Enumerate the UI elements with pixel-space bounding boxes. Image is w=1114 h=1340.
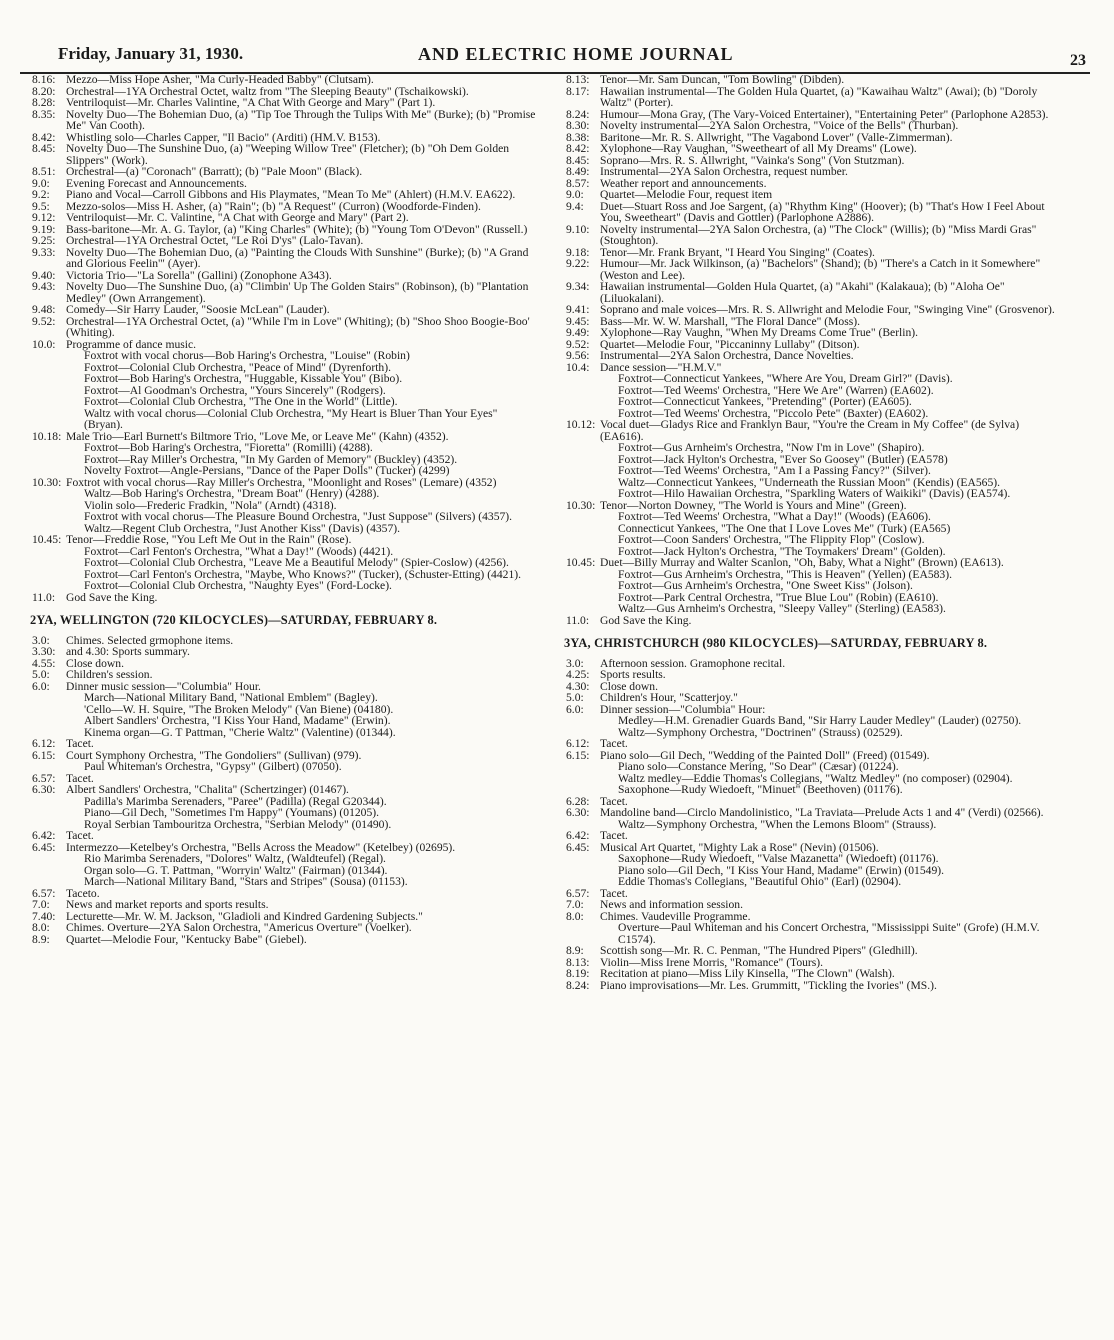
programme-entry [554,922,1062,945]
left-column [20,74,538,945]
entry-text: Waltz—Bob Haring's Orchestra, "Dream Boat" (Henry) (4288). [84,487,380,500]
entry-time: 10.0: [32,337,56,351]
entry-time: 8.28: [32,96,56,109]
entry-time: 8.9: [32,932,50,946]
page-number: 23 [1070,52,1086,69]
entry-time: 9.45: [566,314,590,328]
right-programme-list-3ya [554,658,1062,992]
entry-text: Soprano—Mrs. R. S. Allwright, "Vainka's Song" (Von Stutzman). [600,153,905,167]
entry-time: 10.45: [566,556,596,569]
entry-text: Taceto. [66,886,100,900]
entry-time: 9.56: [566,349,590,362]
programme-entry [20,109,538,132]
entry-time: 8.13: [566,955,590,969]
programme-entry [554,615,1062,627]
entry-text: Foxtrot—Park Central Orchestra, "True Blue Lou" (Robin) (EA610). [618,590,939,604]
entry-text: Scottish song—Mr. R. C. Penman, "The Hundred Pipers" (Gledhill). [600,944,918,957]
entry-text: Foxtrot—Connecticut Yankees, "Pretending" (Porter) (EA605). [618,395,912,408]
journal-title: AND ELECTRIC HOME JOURNAL [418,44,734,64]
entry-text: Tenor—Norton Downey, "The World is Yours and Mine" (Green). [600,498,907,512]
entry-text: Hawaiian instrumental—Golden Hula Quartet, (a) "Akahi" (Kalakaua); (b) "Aloha Oe" (Liluokalani). [600,280,1005,305]
entry-time: 8.35: [32,107,56,121]
entry-text: Waltz medley—Eddie Thomas's Collegians, "Waltz Medley" (no composer) (02904). [618,771,1013,785]
entry-time: 9.52: [566,337,590,351]
entry-text: Close down. [66,656,124,670]
entry-time: 9.4: [566,199,584,213]
programme-entry [554,784,1062,796]
entry-text: Foxtrot—Gus Arnheim's Orchestra, "This is Heaven" (Yellen) (EA583). [618,567,952,581]
entry-text: Novelty instrumental—2YA Salon Orchestra, (a) "The Clock" (Willis); (b) "Miss Mardi Gras" (Stoughton). [600,222,1037,247]
entry-text: Dinner music session—"Columbia" Hour. [66,679,261,693]
entry-text: Saxophone—Rudy Wiedoeft, "Minuet" (Beethoven) (01176). [618,783,903,796]
entry-text: and 4.30: Sports summary. [66,645,190,658]
entry-time: 4.55: [32,656,56,670]
programme-entry [20,592,538,604]
entry-text: Afternoon session. Gramophone recital. [600,656,786,670]
entry-time: 8.24: [566,107,590,121]
entry-text: Foxtrot—Carl Fenton's Orchestra, "Maybe, Who Knows?" (Tucker), (Schuster-Etting) (4421). [84,567,521,581]
entry-text: Dance session—"H.M.V." [600,360,722,374]
entry-text: Foxtrot—Colonial Club Orchestra, "Leave Me a Beautiful Melody" (Spier-Coslow) (4256). [84,556,509,569]
entry-text: March—National Military Band, "National Emblem" (Bagley). [84,691,378,704]
programme-entry [554,819,1062,831]
entry-time: 10.30: [566,498,596,512]
entry-time: 9.0: [32,176,50,190]
entry-text: Instrumental—2YA Salon Orchestra, Dance Novelties. [600,349,854,362]
entry-text: Mezzo—Miss Hope Asher, "Ma Curly-Headed Babby" (Clutsam). [66,73,374,86]
entry-text: Comedy—Sir Harry Lauder, "Soosie McLean" (Lauder). [66,303,330,316]
entry-text: Waltz—Symphony Orchestra, "Doctrinen" (Strauss) (02529). [618,725,903,739]
entry-text: Piano solo—Constance Mering, "So Dear" (Cæsar) (01224). [618,760,899,773]
entry-time: 9.33: [32,245,56,259]
entry-text: Ventriloquist—Mr. Charles Valintine, "A Chat With George and Mary" (Part 1). [66,96,436,109]
entry-time: 10.18: [32,429,62,443]
entry-text: Albert Sandlers' Orchestra, "I Kiss Your Hand, Madame" (Erwin). [84,714,391,727]
entry-text: God Save the King. [600,613,692,627]
programme-entry [20,143,538,166]
entry-text: Weather report and announcements. [600,176,767,190]
entry-text: Tacet. [600,737,628,750]
entry-text: God Save the King. [66,590,158,604]
entry-time: 9.34: [566,280,590,293]
entry-time: 8.38: [566,130,590,144]
entry-text: Orchestral—1YA Orchestral Octet, waltz from "The Sleeping Beauty" (Tschaikowski). [66,84,469,98]
entry-text: Foxtrot—Ted Weems' Orchestra, "Piccolo Pete" (Baxter) (EA602). [618,406,929,420]
entry-text: Medley—H.M. Grenadier Guards Band, "Sir Harry Lauder Medley" (Lauder) (02750). [618,714,1022,727]
programme-entry [20,408,538,431]
programme-entry [20,281,538,304]
entry-text: Programme of dance music. [66,337,197,351]
entry-text: Waltz with vocal chorus—Colonial Club Orchestra, "My Heart is Bluer Than Your Eyes" (Bryan). [84,406,498,431]
entry-time: 5.0: [32,668,50,681]
entry-text: Orchestral—1YA Orchestral Octet, "Le Roi D'ys" (Lalo-Tavan). [66,234,364,247]
entry-text: Foxtrot—Ted Weems' Orchestra, "Am I a Passing Fancy?" (Silver). [618,464,931,477]
left-programme-list [20,74,538,603]
programme-entry [554,201,1062,224]
entry-text: Xylophone—Ray Vaughan, "Sweetheart of all My Dreams" (Lowe). [600,142,917,155]
entry-time: 9.2: [32,188,50,201]
entry-text: Piano—Gil Dech, "Sometimes I'm Happy" (Youmans) (01205). [84,806,380,819]
entry-time: 9.48: [32,303,56,316]
entry-text: Sports results. [600,668,666,681]
entry-time: 6.28: [566,794,590,808]
entry-time: 6.30: [32,783,56,796]
entry-text: Paul Whiteman's Orchestra, "Gypsy" (Gilbert) (07050). [84,760,342,773]
entry-text: Mandoline band—Circlo Mandolinistico, "La Traviata—Prelude Acts 1 and 4" (Verdi) (02566). [600,806,1044,819]
entry-text: Duet—Stuart Ross and Joe Sargent, (a) "Rhythm King" (Hoover); (b) "That's How I Feel About You, Sweetheart" (Davis and Gottler) (Parlophone A2886). [600,199,1045,224]
entry-time: 9.5: [32,199,50,213]
entry-text: Foxtrot—Gus Arnheim's Orchestra, "One Sweet Kiss" (Jolson). [618,579,913,592]
entry-time: 8.19: [566,967,590,980]
entry-time: 8.9: [566,944,584,957]
entry-text: Lecturette—Mr. W. M. Jackson, "Gladioli and Kindred Gardening Subjects." [66,909,423,923]
programme-entry [554,86,1062,109]
entry-text: Foxtrot with vocal chorus—Bob Haring's Orchestra, "Louise" (Robin) [84,349,410,362]
entry-text: Foxtrot—Colonial Club Orchestra, "The One in the World" (Little). [84,395,398,408]
entry-text: Chimes. Overture—2YA Salon Orchestra, "Americus Overture" (Voelker). [66,921,412,934]
entry-text: Novelty Duo—The Sunshine Duo, (a) "Weeping Willow Tree" (Fletcher); (b) "Oh Dem Golden Slippers" (Work). [66,142,510,167]
entry-text: Tenor—Mr. Frank Bryant, "I Heard You Singing" (Coates). [600,245,875,259]
entry-text: Piano and Vocal—Carroll Gibbons and His Playmates, "Mean To Me" (Ahlert) (H.M.V. EA622). [66,188,516,201]
programme-entry [20,761,538,773]
entry-text: Royal Serbian Tambouritza Orchestra, "Serbian Melody" (01490). [84,817,392,831]
entry-text: Waltz—Regent Club Orchestra, "Just Another Kiss" (Davis) (4357). [84,521,401,535]
entry-text: Foxtrot—Bob Haring's Orchestra, "Fioretta" (Romilli) (4288). [84,441,373,454]
entry-text: Bass-baritone—Mr. A. G. Taylor, (a) "King Charles" (White); (b) "Young Tom O'Devon" (Russell.) [66,222,528,236]
entry-text: Victoria Trio—"La Sorella" (Gallini) (Zonophone A343). [66,268,332,282]
entry-text: Tacet. [600,829,628,842]
right-programme-list [554,74,1062,626]
entry-text: Hawaiian instrumental—The Golden Hula Quartet, (a) "Kawaihau Waltz" (Awai); (b) "Doroly Waltz" (Porter). [600,84,1038,109]
entry-text: Tacet. [600,794,628,808]
entry-text: Foxtrot—Ted Weems' Orchestra, "What a Day!" (Woods) (EA606). [618,510,931,523]
entry-text: News and market reports and sports results. [66,898,269,911]
entry-time: 6.57: [32,771,56,785]
entry-time: 8.0: [566,909,584,923]
entry-text: Humour—Mr. Jack Wilkinson, (a) "Bachelors" (Shand); (b) "There's a Catch in it Somewhere" (Weston and Lee). [600,257,1041,282]
entry-time: 9.19: [32,222,56,236]
entry-text: Orchestral—(a) "Coronach" (Barratt); (b) "Pale Moon" (Black). [66,165,363,178]
entry-time: 6.15: [566,748,590,762]
entry-text: Duet—Billy Murray and Walter Scanlon, "Oh, Baby, What a Night" (Brown) (EA613). [600,556,1004,569]
entry-time: 7.0: [32,898,50,911]
entry-time: 9.22: [566,257,590,270]
entry-text: Violin solo—Frederic Fradkin, "Nola" (Arndt) (4318). [84,498,337,512]
entry-time: 4.25: [566,668,590,681]
entry-time: 7.0: [566,898,584,911]
entry-text: Foxtrot with vocal chorus—The Pleasure Bound Orchestra, "Just Suppose" (Silvers) (4357). [84,510,513,523]
entry-time: 8.51: [32,165,56,178]
entry-time: 3.0: [566,656,584,670]
entry-time: 5.0: [566,691,584,704]
entry-text: Waltz—Gus Arnheim's Orchestra, "Sleepy Valley" (Sterling) (EA583). [618,602,946,615]
entry-text: Connecticut Yankees, "The One that I Love Loves Me" (Turk) (EA565) [618,521,951,535]
entry-text: Dinner session—"Columbia" Hour: [600,702,766,716]
entry-time: 6.57: [32,886,56,900]
entry-text: Instrumental—2YA Salon Orchestra, request number. [600,165,848,178]
entry-time: 4.30: [566,679,590,693]
entry-text: Mezzo-solos—Miss H. Asher, (a) "Rain"; (b) "A Request" (Curron) (Woodforde-Finden). [66,199,481,213]
entry-text: March—National Military Band, "Stars and Stripes" (Sousa) (01153). [84,875,408,888]
programme-entry [554,281,1062,304]
entry-text: Whistling solo—Charles Capper, "Il Bacio" (Arditi) (HM.V. B153). [66,130,381,144]
entry-time: 9.12: [32,211,56,224]
entry-text: Violin—Miss Irene Morris, "Romance" (Tours). [600,955,824,969]
entry-text: Saxophone—Rudy Wiedoeft, "Valse Mazanetta" (Wiedoeft) (01176). [618,852,939,865]
entry-time: 8.42: [566,142,590,155]
entry-text: Albert Sandlers' Orchestra, "Chalita" (Schertzinger) (01467). [66,783,349,796]
entry-time: 9.0: [566,188,584,201]
entry-time: 10.45: [32,533,62,546]
entry-text: Court Symphony Orchestra, "The Gondoliers" (Sullivan) (979). [66,748,362,762]
entry-time: 8.0: [32,921,50,934]
entry-time: 8.42: [32,130,56,144]
entry-text: Children's session. [66,668,153,681]
entry-text: Orchestral—1YA Orchestral Octet, (a) "While I'm in Love" (Whiting); (b) "Shoo Shoo Boogie-Boo' (Whiting). [66,314,530,339]
entry-text: Chimes. Selected grmophone items. [66,633,234,647]
entry-text: Ventriloquist—Mr. C. Valintine, "A Chat with George and Mary" (Part 2). [66,211,409,224]
entry-text: Chimes. Vaudeville Programme. [600,909,751,923]
entry-text: Baritone—Mr. R. S. Allwright, "The Vagabond Lover" (Valle-Zimmerman). [600,130,953,144]
entry-text: Novelty Foxtrot—Angle-Persians, "Dance of the Paper Dolls" (Tucker) (4299) [84,464,450,477]
entry-text: Male Trio—Earl Burnett's Biltmore Trio, "Love Me, or Leave Me" (Kahn) (4352). [66,429,449,443]
entry-time: 8.45: [566,153,590,167]
entry-text: News and information session. [600,898,743,911]
entry-text: Tenor—Mr. Sam Duncan, "Tom Bowling" (Dibden). [600,73,845,86]
entry-time: 6.12: [32,737,56,750]
entry-text: Foxtrot—Gus Arnheim's Orchestra, "Now I'm in Love" (Shapiro). [618,441,925,454]
entry-text: Vocal duet—Gladys Rice and Franklyn Baur, "You're the Cream in My Coffee" (de Sylva) (EA616). [600,418,1020,443]
entry-text: Rio Marimba Serenaders, "Dolores" Waltz, (Waldteufel) (Regal). [84,852,386,865]
entry-text: Novelty Duo—The Bohemian Duo, (a) "Tip Toe Through the Tulips With Me" (Burke); (b) "Promise Me" Van Cooth). [66,107,536,132]
entry-time: 6.0: [566,702,584,716]
entry-text: Foxtrot—Connecticut Yankees, "Where Are You, Dream Girl?" (Davis). [618,372,953,385]
programme-entry [554,224,1062,247]
entry-text: Xylophone—Ray Vaughn, "When My Dreams Come True" (Berlin). [600,326,919,339]
section-heading-3ya: 3YA, CHRISTCHURCH (980 KILOCYCLES)—SATURDAY, FEBRUARY 8. [564,636,988,650]
entry-time: 9.25: [32,234,56,247]
entry-text: Novelty Duo—The Sunshine Duo, (a) "Climbin' Up The Golden Stairs" (Robinson), (b) "Plantation Medley" (Own Arrangement). [66,280,529,305]
entry-time: 9.43: [32,280,56,293]
entry-time: 8.16: [32,73,56,86]
entry-text: Piano solo—Gil Dech, "Wedding of the Painted Doll" (Freed) (01549). [600,748,930,762]
programme-entry [20,727,538,739]
entry-text: Tacet. [66,737,94,750]
entry-time: 9.10: [566,222,590,236]
entry-time: 6.30: [566,806,590,819]
entry-time: 8.30: [566,119,590,132]
programme-entry [554,876,1062,888]
entry-text: Quartet—Melodie Four, "Kentucky Babe" (Giebel). [66,932,307,946]
entry-text: Padilla's Marimba Serenaders, "Paree" (Padilla) (Regal G20344). [84,794,387,808]
entry-time: 6.15: [32,748,56,762]
left-programme-list-2ya [20,635,538,946]
entry-text: Recitation at piano—Miss Lily Kinsella, "The Clown" (Walsh). [600,967,895,980]
entry-time: 9.49: [566,326,590,339]
entry-text: Humour—Mona Gray, (The Vary-Voiced Entertainer), "Entertaining Peter" (Parlophone A2853). [600,107,1049,121]
entry-text: Foxtrot—Carl Fenton's Orchestra, "What a Day!" (Woods) (4421). [84,544,394,558]
entry-time: 8.20: [32,84,56,98]
entry-text: Foxtrot—Ray Miller's Orchestra, "In My Garden of Memory" (Buckley) (4352). [84,452,458,466]
entry-text: Tacet. [66,771,94,785]
entry-text: Foxtrot—Al Goodman's Orchestra, "Yours Sincerely" (Rodgers). [84,383,386,397]
entry-text: Novelty Duo—The Bohemian Duo, (a) "Painting the Clouds With Sunshine" (Burke); (b) "A Grand and Glorious Feelin'" (Ayer). [66,245,529,270]
entry-time: 9.41: [566,303,590,316]
entry-text: Piano improvisations—Mr. Les. Grummitt, "Tickling the Ivories" (MS.). [600,978,937,992]
entry-time: 3.0: [32,633,50,647]
entry-time: 6.57: [566,886,590,900]
entry-time: 6.42: [32,829,56,842]
entry-time: 10.30: [32,475,62,489]
entry-time: 6.12: [566,737,590,750]
entry-time: 8.24: [566,978,590,992]
programme-entry [20,316,538,339]
entry-text: Eddie Thomas's Collegians, "Beautiful Ohio" (Earl) (02904). [618,875,902,888]
entry-text: Foxtrot—Bob Haring's Orchestra, "Huggable, Kissable You" (Bibo). [84,372,403,385]
entry-text: Novelty instrumental—2YA Salon Orchestra, "Voice of the Bells" (Thurban). [600,119,959,132]
entry-time: 6.45: [566,840,590,854]
programme-entry [554,258,1062,281]
entry-time: 8.57: [566,176,590,190]
entry-time: 8.49: [566,165,590,178]
entry-text: Waltz—Symphony Orchestra, "When the Lemons Bloom" (Strauss). [618,817,937,831]
entry-text: Foxtrot—Jack Hylton's Orchestra, "Ever So Goosey" (Butler) (EA578) [618,452,948,466]
programme-entry [554,980,1062,992]
programme-entry [20,247,538,270]
entry-time: 9.18: [566,245,590,259]
page-header [20,38,1090,74]
entry-text: Tenor—Freddie Rose, "You Left Me Out in the Rain" (Rose). [66,533,352,546]
entry-time: 6.42: [566,829,590,842]
entry-time: 9.52: [32,314,56,328]
entry-time: 11.0: [566,613,590,627]
programme-entry [20,819,538,831]
entry-text: Quartet—Melodie Four, "Piccaninny Lullaby" (Ditson). [600,337,860,351]
entry-time: 10.12: [566,418,596,431]
entry-text: Foxtrot—Ted Weems' Orchestra, "Here We Are" (Warren) (EA602). [618,383,934,397]
entry-text: Soprano and male voices—Mrs. R. S. Allwright and Melodie Four, "Swinging Vine" (Grosvenor). [600,303,1055,316]
entry-time: 9.40: [32,268,56,282]
entry-text: Tacet. [600,886,628,900]
entry-time: 6.0: [32,679,50,693]
entry-time: 8.45: [32,142,56,155]
entry-text: Overture—Paul Whiteman and his Concert Orchestra, "Mississippi Suite" (Grofe) (H.M.V. C1574). [618,921,1040,946]
entry-text: Foxtrot—Colonial Club Orchestra, "Peace of Mind" (Dyrenforth). [84,360,391,374]
entry-time: 8.17: [566,84,590,98]
issue-date: Friday, January 31, 1930. [58,44,244,63]
entry-text: Organ solo—G. T. Pattman, "Worryin' Waltz" (Fairman) (01344). [84,863,388,877]
entry-time: 11.0: [32,590,56,604]
entry-time: 8.13: [566,73,590,86]
entry-text: Foxtrot with vocal chorus—Ray Miller's Orchestra, "Moonlight and Roses" (Lemare) (4352) [66,475,497,489]
programme-entry [20,934,538,946]
entry-text: Waltz—Connecticut Yankees, "Underneath the Russian Moon" (Kendis) (EA565). [618,475,1001,489]
entry-text: Kinema organ—G. T Pattman, "Cherie Waltz" (Valentine) (01344). [84,725,396,739]
right-column [554,74,1062,991]
entry-text: Quartet—Melodie Four, request item [600,188,773,201]
entry-text: Bass—Mr. W. W. Marshall, "The Floral Dance" (Moss). [600,314,860,328]
entry-time: 10.4: [566,360,590,374]
entry-text: Children's Hour, "Scatterjoy." [600,691,738,704]
programme-entry [554,727,1062,739]
entry-text: Foxtrot—Hilo Hawaiian Orchestra, "Sparkling Waters of Waikiki" (Davis) (EA574). [618,487,1011,500]
entry-text: Foxtrot—Jack Hylton's Orchestra, "The Toymakers' Dream" (Golden). [618,544,946,558]
section-heading-2ya: 2YA, WELLINGTON (720 KILOCYCLES)—SATURDAY, FEBRUARY 8. [30,613,438,627]
entry-time: 7.40: [32,909,56,923]
entry-text: Intermezzo—Ketelbey's Orchestra, "Bells Across the Meadow" (Ketelbey) (02695). [66,840,456,854]
entry-time: 6.45: [32,840,56,854]
programme-entry [554,419,1062,442]
entry-text: 'Cello—W. H. Squire, "The Broken Melody" (Van Biene) (04180). [84,702,394,716]
entry-text: Musical Art Quartet, "Mighty Lak a Rose" (Nevin) (01506). [600,840,879,854]
entry-text: Tacet. [66,829,94,842]
entry-text: Close down. [600,679,658,693]
entry-text: Foxtrot—Colonial Club Orchestra, "Naughty Eyes" (Ford-Locke). [84,579,392,592]
entry-text: Foxtrot—Coon Sanders' Orchestra, "The Flippity Flop" (Coslow). [618,533,925,546]
entry-text: Piano solo—Gil Dech, "I Kiss Your Hand, Madame" (Erwin) (01549). [618,863,944,877]
entry-text: Evening Forecast and Announcements. [66,176,247,190]
entry-time: 3.30: [32,645,56,658]
